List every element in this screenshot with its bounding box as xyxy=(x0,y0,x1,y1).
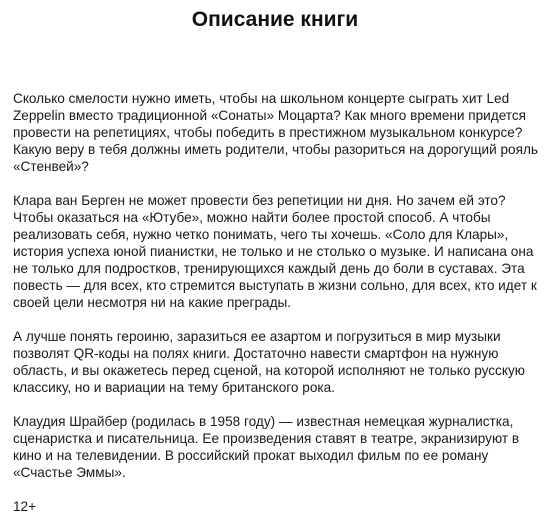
author-bio-paragraph: Клаудия Шрайбер (родилась в 1958 году) — известная немецкая журналистка, сценаристка и писательница. Ее произведения ставят в театре, экранизируют в кино и на телевидении. В российский прокат выходил фильм по ее роману «Счастье Эммы». xyxy=(13,414,520,480)
description-paragraph: А лучше понять героиню, заразиться ее азартом и погрузиться в мир музыки позволят QR-коды на полях книги. Достаточно навести смартфон на нужную область, и вы окажетесь перед сценой, на которой исполняют не только русскую классику, но и вариации на тему британского рока. xyxy=(13,329,525,395)
description-paragraph: Сколько смелости нужно иметь, чтобы на школьном концерте сыграть хит Led Zeppelin вместо традиционной «Сонаты» Моцарта? Как много времени придется провести на репетициях, чтобы победить в престижном музыкальном конкурсе? Какую веру в тебя должны иметь родители, чтобы разориться на дорогущий рояль «Стенвей»? xyxy=(13,91,538,174)
page-title: Описание книги xyxy=(191,8,359,31)
description-paragraph: Клара ван Берген не может провести без репетиции ни дня. Но зачем ей это? Чтобы оказаться на «Ютубе», можно найти более простой способ. А чтобы реализовать себя, нужно четко понимать, чего ты хочешь. «Соло для Клары», история успеха юной пианистки, не только и не столько о музыке. И написана она не только для подростков, тренирующихся каждый день до боли в суставах. Эта повесть — для всех, кто стремится выступать в жизни сольно, для всех, кто идет к своей цели несмотря ни на какие преграды. xyxy=(13,193,537,310)
description-body xyxy=(13,90,545,515)
age-rating: 12+ xyxy=(13,499,37,514)
